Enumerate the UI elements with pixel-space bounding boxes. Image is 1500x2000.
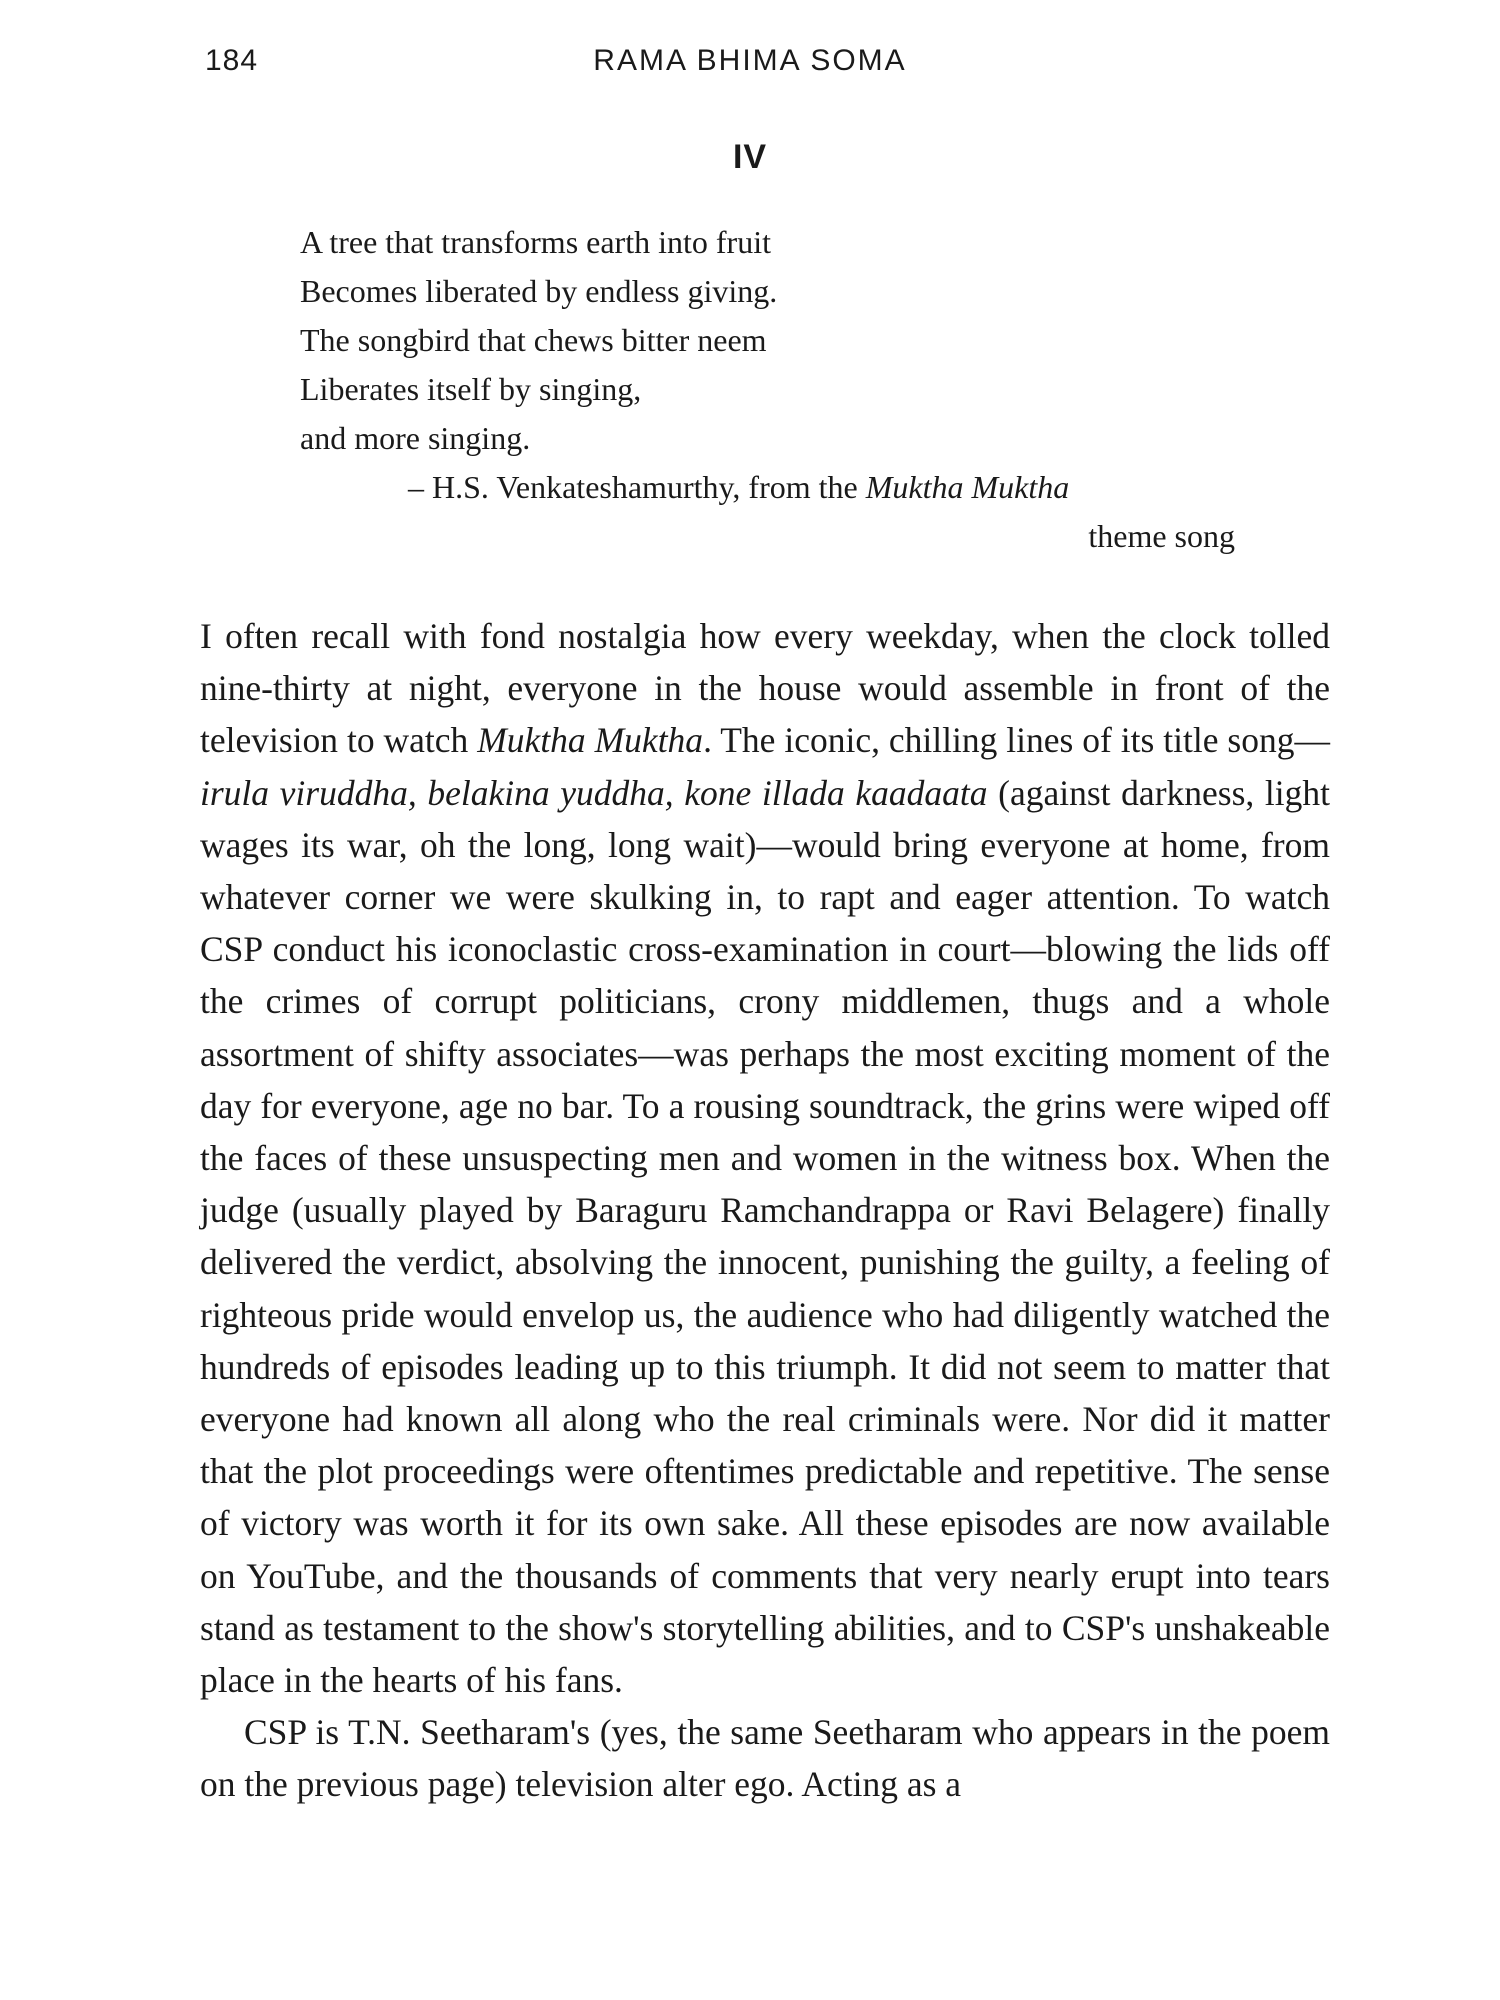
epigraph-line: and more singing. [300, 420, 531, 456]
attribution-title: Muktha Muktha [865, 469, 1070, 505]
epigraph-line: A tree that transforms earth into fruit [300, 224, 771, 260]
attribution-author: – H.S. Venkateshamurthy, from the [408, 469, 866, 505]
paragraph-text: (against darkness, light wages its war, oh the long, long wait)—would bring everyone at home, from whatever corner we were skulking in, to rapt and eager attention. To watch CSP conduct his iconoclastic cross-examination in court—blowing the lids off the crimes of corrupt politicians, crony middlemen, thugs and a whole assortment of shifty associates—was perhaps the most exciting moment of the day for everyone, age no bar. To a rousing soundtrack, the grins were wiped off the faces of these unsuspecting men and women in the witness box. When the judge (usually played by Baraguru Ramchandrappa or Ravi Belagere) finally delivered the verdict, absolving the innocent, punishing the guilty, a feeling of righteous pride would envelop us, the audience who had diligently watched the hundreds of episodes leading up to this triumph. It did not seem to matter that everyone had known all along who the real criminals were. Nor did it matter that the plot proceedings were oftentimes predictable and repetitive. The sense of victory was worth it for its own sake. All these episodes are now available on YouTube, and the thousands of comments that very nearly erupt into tears stand as testament to the show's storytelling abilities, and to CSP's unshakeable place in the hearts of his fans. [200, 772, 1330, 1701]
epigraph-line: Liberates itself by singing, [300, 371, 642, 407]
paragraph: CSP is T.N. Seetharam's (yes, the same Seetharam who appears in the poem on the previous page) television alter ego. Acting as a [200, 1712, 1330, 1805]
paragraph-text: . The iconic, chilling lines of its title song— [703, 720, 1330, 761]
body-text [200, 610, 1330, 1811]
epigraph-attribution [408, 463, 1235, 512]
song-lyrics: irula viruddha, belakina yuddha, kone illada kaadaata [200, 772, 988, 813]
page-number: 184 [205, 44, 259, 77]
attribution-source: theme song [1088, 518, 1235, 554]
book-title: RAMA BHIMA SOMA [593, 44, 907, 77]
running-header [0, 38, 1500, 88]
paragraph [200, 610, 1330, 1706]
epigraph [300, 218, 1235, 561]
epigraph-line: The songbird that chews bitter neem [300, 322, 767, 358]
show-title: Muktha Muktha [477, 720, 704, 761]
paragraph-text: I often recall with fond nostalgia how every weekday, when the clock tolled nine-thirty at night, everyone in the house would assemble in front of the television to watch [200, 616, 1330, 761]
section-heading: IV [732, 138, 768, 176]
epigraph-line: Becomes liberated by endless giving. [300, 273, 778, 309]
